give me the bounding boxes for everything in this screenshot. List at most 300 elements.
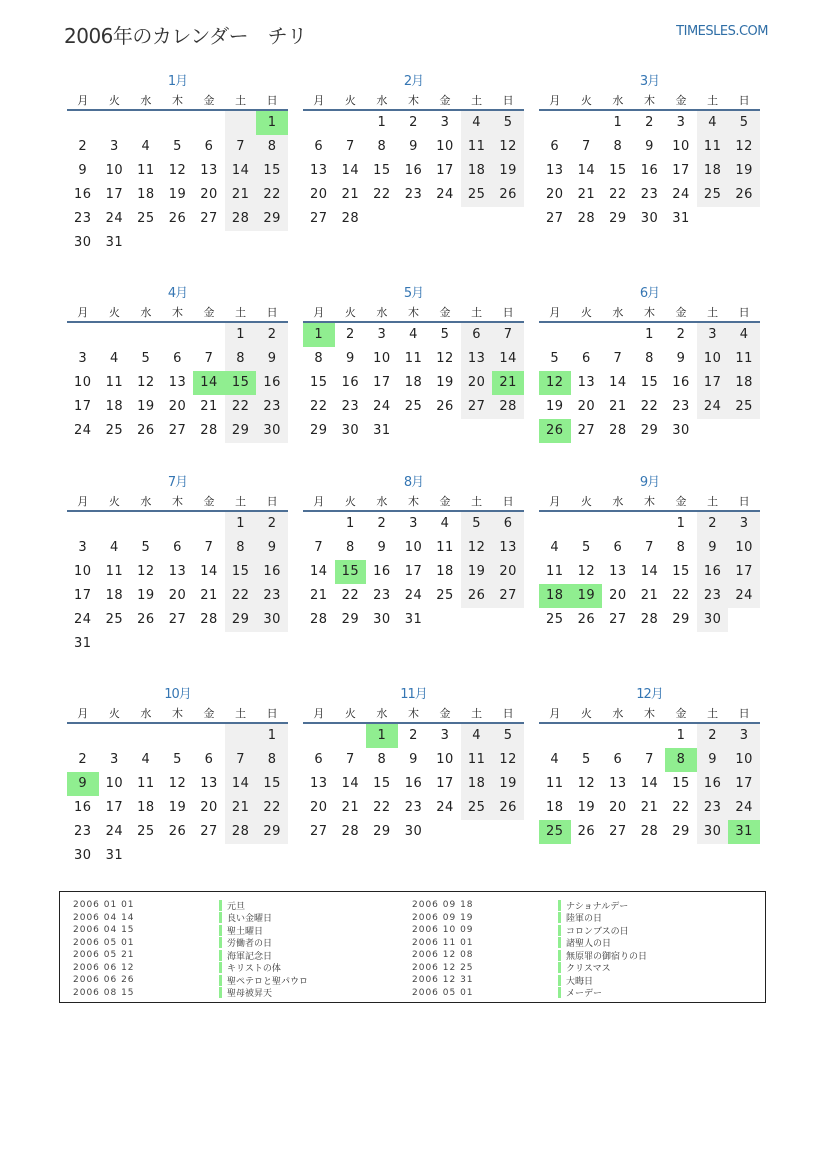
day-cell[interactable]: 23 (672, 399, 690, 414)
day-cell[interactable]: 14 (310, 564, 328, 579)
day-cell[interactable]: 25 (546, 612, 564, 627)
day-cell[interactable]: 25 (137, 824, 155, 839)
day-cell[interactable]: 1 (676, 516, 686, 531)
day-cell[interactable]: 20 (577, 399, 596, 414)
day-cell[interactable]: 17 (74, 588, 92, 603)
day-cell[interactable]: 15 (373, 776, 391, 791)
day-cell[interactable]: 16 (697, 772, 729, 796)
day-cell[interactable]: 7 (645, 752, 654, 767)
day-cell[interactable]: 25 (728, 395, 760, 419)
day-cell[interactable]: 5 (581, 752, 591, 767)
day-cell[interactable]: 16 (404, 776, 423, 791)
site-link[interactable]: TIMESLES.COM (676, 24, 768, 39)
day-cell[interactable]: 29 (640, 423, 659, 438)
day-cell[interactable]: 26 (168, 824, 187, 839)
day-cell[interactable]: 30 (256, 608, 288, 632)
day-cell[interactable]: 19 (571, 584, 603, 608)
day-cell[interactable]: 5 (141, 351, 151, 366)
day-cell[interactable]: 1 (366, 724, 398, 748)
day-cell[interactable]: 14 (341, 163, 360, 178)
day-cell[interactable]: 20 (168, 399, 187, 414)
day-cell[interactable]: 30 (341, 423, 360, 438)
day-cell[interactable]: 29 (225, 608, 257, 632)
day-cell[interactable]: 20 (310, 187, 328, 202)
day-cell[interactable]: 24 (404, 588, 423, 603)
day-cell[interactable]: 15 (310, 375, 328, 390)
day-cell[interactable]: 14 (640, 564, 659, 579)
day-cell[interactable]: 16 (256, 371, 288, 395)
day-cell[interactable]: 12 (577, 776, 596, 791)
day-cell[interactable]: 8 (676, 540, 686, 555)
day-cell[interactable]: 4 (440, 516, 450, 531)
day-cell[interactable]: 6 (314, 752, 324, 767)
day-cell[interactable]: 3 (440, 728, 450, 743)
day-cell[interactable]: 29 (672, 824, 690, 839)
day-cell[interactable]: 14 (609, 375, 627, 390)
day-cell[interactable]: 13 (168, 375, 187, 390)
day-cell[interactable]: 1 (345, 516, 355, 531)
day-cell[interactable]: 9 (676, 351, 686, 366)
day-cell[interactable]: 25 (436, 588, 454, 603)
day-cell[interactable]: 6 (461, 323, 493, 347)
day-cell[interactable]: 13 (310, 776, 328, 791)
day-cell[interactable]: 10 (728, 536, 760, 560)
day-cell[interactable]: 29 (256, 207, 288, 231)
day-cell[interactable]: 23 (697, 796, 729, 820)
day-cell[interactable]: 7 (204, 351, 214, 366)
day-cell[interactable]: 8 (613, 139, 623, 154)
day-cell[interactable]: 22 (640, 399, 659, 414)
day-cell[interactable]: 19 (577, 800, 596, 815)
day-cell[interactable]: 27 (200, 824, 218, 839)
day-cell[interactable]: 6 (492, 512, 524, 536)
day-cell[interactable]: 29 (310, 423, 328, 438)
day-cell[interactable]: 16 (74, 800, 92, 815)
day-cell[interactable]: 8 (225, 347, 257, 371)
day-cell[interactable]: 24 (105, 211, 124, 226)
day-cell[interactable]: 9 (256, 347, 288, 371)
day-cell[interactable]: 6 (204, 139, 214, 154)
day-cell[interactable]: 27 (310, 211, 328, 226)
day-cell[interactable]: 1 (645, 327, 654, 342)
day-cell[interactable]: 27 (168, 423, 187, 438)
day-cell[interactable]: 16 (341, 375, 360, 390)
day-cell[interactable]: 10 (74, 375, 92, 390)
day-cell[interactable]: 24 (697, 395, 729, 419)
day-cell[interactable]: 15 (256, 772, 288, 796)
day-cell[interactable]: 19 (436, 375, 454, 390)
day-cell[interactable]: 1 (256, 724, 288, 748)
day-cell[interactable]: 11 (697, 135, 729, 159)
day-cell[interactable]: 10 (436, 752, 454, 767)
day-cell[interactable]: 11 (105, 564, 124, 579)
day-cell[interactable]: 12 (168, 776, 187, 791)
day-cell[interactable]: 30 (74, 848, 92, 863)
day-cell[interactable]: 27 (200, 211, 218, 226)
day-cell[interactable]: 26 (577, 612, 596, 627)
day-cell[interactable]: 29 (225, 419, 257, 443)
day-cell[interactable]: 14 (577, 163, 596, 178)
day-cell[interactable]: 13 (609, 564, 627, 579)
day-cell[interactable]: 13 (310, 163, 328, 178)
day-cell[interactable]: 12 (461, 536, 493, 560)
day-cell[interactable]: 7 (225, 748, 257, 772)
day-cell[interactable]: 3 (409, 516, 418, 531)
day-cell[interactable]: 4 (461, 724, 493, 748)
day-cell[interactable]: 25 (539, 820, 571, 844)
day-cell[interactable]: 6 (314, 139, 324, 154)
day-cell[interactable]: 8 (225, 536, 257, 560)
day-cell[interactable]: 12 (539, 371, 571, 395)
day-cell[interactable]: 26 (728, 183, 760, 207)
day-cell[interactable]: 28 (640, 612, 659, 627)
day-cell[interactable]: 8 (345, 540, 355, 555)
day-cell[interactable]: 12 (137, 375, 155, 390)
day-cell[interactable]: 9 (67, 772, 99, 796)
day-cell[interactable]: 23 (373, 588, 391, 603)
day-cell[interactable]: 5 (581, 540, 591, 555)
day-cell[interactable]: 22 (256, 183, 288, 207)
day-cell[interactable]: 3 (78, 351, 88, 366)
day-cell[interactable]: 18 (105, 399, 124, 414)
day-cell[interactable]: 21 (341, 187, 360, 202)
day-cell[interactable]: 31 (105, 235, 124, 250)
day-cell[interactable]: 13 (461, 347, 493, 371)
day-cell[interactable]: 2 (345, 327, 355, 342)
day-cell[interactable]: 17 (105, 800, 124, 815)
day-cell[interactable]: 18 (461, 772, 493, 796)
day-cell[interactable]: 6 (581, 351, 591, 366)
day-cell[interactable]: 24 (436, 187, 454, 202)
day-cell[interactable]: 23 (640, 187, 659, 202)
day-cell[interactable]: 11 (728, 347, 760, 371)
day-cell[interactable]: 31 (74, 636, 92, 651)
day-cell[interactable]: 22 (225, 395, 257, 419)
day-cell[interactable]: 27 (461, 395, 493, 419)
day-cell[interactable]: 15 (672, 564, 690, 579)
day-cell[interactable]: 28 (640, 824, 659, 839)
day-cell[interactable]: 4 (550, 540, 560, 555)
day-cell[interactable]: 1 (377, 115, 387, 130)
day-cell[interactable]: 28 (200, 612, 218, 627)
day-cell[interactable]: 20 (310, 800, 328, 815)
day-cell[interactable]: 7 (492, 323, 524, 347)
day-cell[interactable]: 11 (137, 776, 155, 791)
day-cell[interactable]: 8 (256, 748, 288, 772)
day-cell[interactable]: 5 (461, 512, 493, 536)
day-cell[interactable]: 24 (728, 796, 760, 820)
day-cell[interactable]: 27 (577, 423, 596, 438)
day-cell[interactable]: 13 (168, 564, 187, 579)
day-cell[interactable]: 8 (314, 351, 324, 366)
day-cell[interactable]: 21 (492, 371, 524, 395)
day-cell[interactable]: 9 (409, 752, 418, 767)
day-cell[interactable]: 23 (74, 211, 92, 226)
day-cell[interactable]: 30 (640, 211, 659, 226)
day-cell[interactable]: 25 (461, 796, 493, 820)
day-cell[interactable]: 12 (168, 163, 187, 178)
day-cell[interactable]: 25 (137, 211, 155, 226)
day-cell[interactable]: 23 (341, 399, 360, 414)
day-cell[interactable]: 8 (645, 351, 654, 366)
day-cell[interactable]: 15 (373, 163, 391, 178)
day-cell[interactable]: 30 (672, 423, 690, 438)
day-cell[interactable]: 31 (404, 612, 423, 627)
day-cell[interactable]: 1 (225, 323, 257, 347)
day-cell[interactable]: 15 (335, 560, 367, 584)
day-cell[interactable]: 19 (137, 588, 155, 603)
day-cell[interactable]: 11 (461, 748, 493, 772)
day-cell[interactable]: 2 (409, 728, 418, 743)
day-cell[interactable]: 20 (168, 588, 187, 603)
day-cell[interactable]: 24 (74, 612, 92, 627)
day-cell[interactable]: 25 (697, 183, 729, 207)
day-cell[interactable]: 21 (310, 588, 328, 603)
day-cell[interactable]: 1 (225, 512, 257, 536)
day-cell[interactable]: 13 (492, 536, 524, 560)
day-cell[interactable]: 10 (728, 748, 760, 772)
day-cell[interactable]: 5 (492, 724, 524, 748)
day-cell[interactable]: 5 (440, 327, 450, 342)
day-cell[interactable]: 5 (173, 139, 182, 154)
day-cell[interactable]: 29 (609, 211, 627, 226)
day-cell[interactable]: 6 (613, 540, 623, 555)
day-cell[interactable]: 22 (225, 584, 257, 608)
day-cell[interactable]: 2 (256, 512, 288, 536)
day-cell[interactable]: 18 (105, 588, 124, 603)
day-cell[interactable]: 10 (74, 564, 92, 579)
day-cell[interactable]: 21 (200, 588, 218, 603)
day-cell[interactable]: 4 (697, 111, 729, 135)
day-cell[interactable]: 20 (492, 560, 524, 584)
day-cell[interactable]: 27 (492, 584, 524, 608)
day-cell[interactable]: 21 (225, 183, 257, 207)
day-cell[interactable]: 26 (539, 419, 571, 443)
day-cell[interactable]: 16 (640, 163, 659, 178)
day-cell[interactable]: 18 (137, 800, 155, 815)
day-cell[interactable]: 15 (609, 163, 627, 178)
day-cell[interactable]: 14 (225, 772, 257, 796)
day-cell[interactable]: 14 (193, 371, 225, 395)
day-cell[interactable]: 2 (256, 323, 288, 347)
day-cell[interactable]: 25 (461, 183, 493, 207)
day-cell[interactable]: 1 (256, 111, 288, 135)
day-cell[interactable]: 11 (105, 375, 124, 390)
day-cell[interactable]: 20 (609, 588, 627, 603)
day-cell[interactable]: 4 (109, 351, 119, 366)
day-cell[interactable]: 12 (492, 748, 524, 772)
day-cell[interactable]: 15 (256, 159, 288, 183)
day-cell[interactable]: 14 (200, 564, 218, 579)
day-cell[interactable]: 17 (373, 375, 391, 390)
day-cell[interactable]: 20 (609, 800, 627, 815)
day-cell[interactable]: 28 (225, 820, 257, 844)
day-cell[interactable]: 24 (728, 584, 760, 608)
day-cell[interactable]: 22 (256, 796, 288, 820)
day-cell[interactable]: 30 (404, 824, 423, 839)
day-cell[interactable]: 16 (404, 163, 423, 178)
day-cell[interactable]: 3 (440, 115, 450, 130)
day-cell[interactable]: 24 (672, 187, 690, 202)
day-cell[interactable]: 16 (373, 564, 391, 579)
day-cell[interactable]: 15 (225, 371, 257, 395)
day-cell[interactable]: 21 (225, 796, 257, 820)
day-cell[interactable]: 4 (461, 111, 493, 135)
day-cell[interactable]: 8 (377, 139, 387, 154)
day-cell[interactable]: 17 (105, 187, 124, 202)
day-cell[interactable]: 28 (225, 207, 257, 231)
day-cell[interactable]: 11 (404, 351, 423, 366)
day-cell[interactable]: 23 (404, 800, 423, 815)
day-cell[interactable]: 26 (137, 612, 155, 627)
day-cell[interactable]: 4 (141, 752, 151, 767)
day-cell[interactable]: 30 (697, 820, 729, 844)
day-cell[interactable]: 4 (409, 327, 418, 342)
day-cell[interactable]: 18 (539, 584, 571, 608)
day-cell[interactable]: 27 (609, 612, 627, 627)
day-cell[interactable]: 4 (141, 139, 151, 154)
day-cell[interactable]: 21 (640, 588, 659, 603)
day-cell[interactable]: 3 (728, 512, 760, 536)
day-cell[interactable]: 10 (105, 776, 124, 791)
day-cell[interactable]: 7 (645, 540, 654, 555)
day-cell[interactable]: 7 (345, 752, 355, 767)
day-cell[interactable]: 19 (492, 159, 524, 183)
day-cell[interactable]: 9 (78, 163, 88, 178)
day-cell[interactable]: 5 (492, 111, 524, 135)
day-cell[interactable]: 27 (168, 612, 187, 627)
day-cell[interactable]: 1 (613, 115, 623, 130)
day-cell[interactable]: 10 (697, 347, 729, 371)
day-cell[interactable]: 23 (404, 187, 423, 202)
day-cell[interactable]: 3 (728, 724, 760, 748)
day-cell[interactable]: 14 (640, 776, 659, 791)
day-cell[interactable]: 20 (461, 371, 493, 395)
day-cell[interactable]: 16 (74, 187, 92, 202)
day-cell[interactable]: 6 (550, 139, 560, 154)
day-cell[interactable]: 21 (609, 399, 627, 414)
day-cell[interactable]: 22 (341, 588, 360, 603)
day-cell[interactable]: 26 (492, 183, 524, 207)
day-cell[interactable]: 2 (78, 752, 88, 767)
day-cell[interactable]: 1 (676, 728, 686, 743)
day-cell[interactable]: 20 (200, 187, 218, 202)
day-cell[interactable]: 2 (377, 516, 387, 531)
day-cell[interactable]: 13 (546, 163, 564, 178)
day-cell[interactable]: 23 (74, 824, 92, 839)
day-cell[interactable]: 13 (577, 375, 596, 390)
day-cell[interactable]: 2 (409, 115, 418, 130)
day-cell[interactable]: 2 (676, 327, 686, 342)
day-cell[interactable]: 22 (672, 800, 690, 815)
day-cell[interactable]: 25 (105, 423, 124, 438)
day-cell[interactable]: 26 (461, 584, 493, 608)
day-cell[interactable]: 3 (377, 327, 387, 342)
day-cell[interactable]: 6 (173, 351, 182, 366)
day-cell[interactable]: 13 (200, 163, 218, 178)
day-cell[interactable]: 11 (137, 163, 155, 178)
day-cell[interactable]: 9 (256, 536, 288, 560)
day-cell[interactable]: 17 (672, 163, 690, 178)
day-cell[interactable]: 25 (404, 399, 423, 414)
day-cell[interactable]: 17 (74, 399, 92, 414)
day-cell[interactable]: 19 (492, 772, 524, 796)
day-cell[interactable]: 9 (645, 139, 654, 154)
day-cell[interactable]: 3 (109, 752, 119, 767)
day-cell[interactable]: 16 (697, 560, 729, 584)
day-cell[interactable]: 19 (728, 159, 760, 183)
day-cell[interactable]: 18 (461, 159, 493, 183)
day-cell[interactable]: 8 (665, 748, 697, 772)
day-cell[interactable]: 18 (436, 564, 454, 579)
day-cell[interactable]: 30 (256, 419, 288, 443)
day-cell[interactable]: 11 (436, 540, 454, 555)
day-cell[interactable]: 16 (256, 560, 288, 584)
day-cell[interactable]: 28 (310, 612, 328, 627)
day-cell[interactable]: 7 (204, 540, 214, 555)
day-cell[interactable]: 24 (105, 824, 124, 839)
day-cell[interactable]: 10 (436, 139, 454, 154)
day-cell[interactable]: 10 (105, 163, 124, 178)
day-cell[interactable]: 18 (404, 375, 423, 390)
day-cell[interactable]: 14 (492, 347, 524, 371)
day-cell[interactable]: 2 (697, 512, 729, 536)
day-cell[interactable]: 9 (345, 351, 355, 366)
day-cell[interactable]: 6 (173, 540, 182, 555)
day-cell[interactable]: 18 (137, 187, 155, 202)
day-cell[interactable]: 12 (137, 564, 155, 579)
day-cell[interactable]: 5 (728, 111, 760, 135)
day-cell[interactable]: 22 (373, 187, 391, 202)
day-cell[interactable]: 17 (728, 772, 760, 796)
day-cell[interactable]: 13 (609, 776, 627, 791)
day-cell[interactable]: 11 (546, 776, 564, 791)
day-cell[interactable]: 2 (697, 724, 729, 748)
day-cell[interactable]: 15 (672, 776, 690, 791)
day-cell[interactable]: 22 (310, 399, 328, 414)
day-cell[interactable]: 26 (168, 211, 187, 226)
day-cell[interactable]: 29 (373, 824, 391, 839)
day-cell[interactable]: 26 (137, 423, 155, 438)
day-cell[interactable]: 14 (225, 159, 257, 183)
day-cell[interactable]: 24 (373, 399, 391, 414)
day-cell[interactable]: 23 (697, 584, 729, 608)
day-cell[interactable]: 13 (200, 776, 218, 791)
day-cell[interactable]: 17 (728, 560, 760, 584)
day-cell[interactable]: 18 (728, 371, 760, 395)
day-cell[interactable]: 7 (225, 135, 257, 159)
day-cell[interactable]: 7 (314, 540, 324, 555)
day-cell[interactable]: 25 (105, 612, 124, 627)
day-cell[interactable]: 28 (341, 211, 360, 226)
day-cell[interactable]: 6 (613, 752, 623, 767)
day-cell[interactable]: 7 (613, 351, 623, 366)
day-cell[interactable]: 7 (345, 139, 355, 154)
day-cell[interactable]: 14 (341, 776, 360, 791)
day-cell[interactable]: 27 (310, 824, 328, 839)
day-cell[interactable]: 30 (697, 608, 729, 632)
day-cell[interactable]: 21 (341, 800, 360, 815)
day-cell[interactable]: 6 (204, 752, 214, 767)
day-cell[interactable]: 27 (609, 824, 627, 839)
day-cell[interactable]: 28 (577, 211, 596, 226)
day-cell[interactable]: 11 (546, 564, 564, 579)
day-cell[interactable]: 31 (105, 848, 124, 863)
day-cell[interactable]: 23 (256, 395, 288, 419)
day-cell[interactable]: 4 (550, 752, 560, 767)
day-cell[interactable]: 5 (550, 351, 560, 366)
day-cell[interactable]: 3 (676, 115, 686, 130)
